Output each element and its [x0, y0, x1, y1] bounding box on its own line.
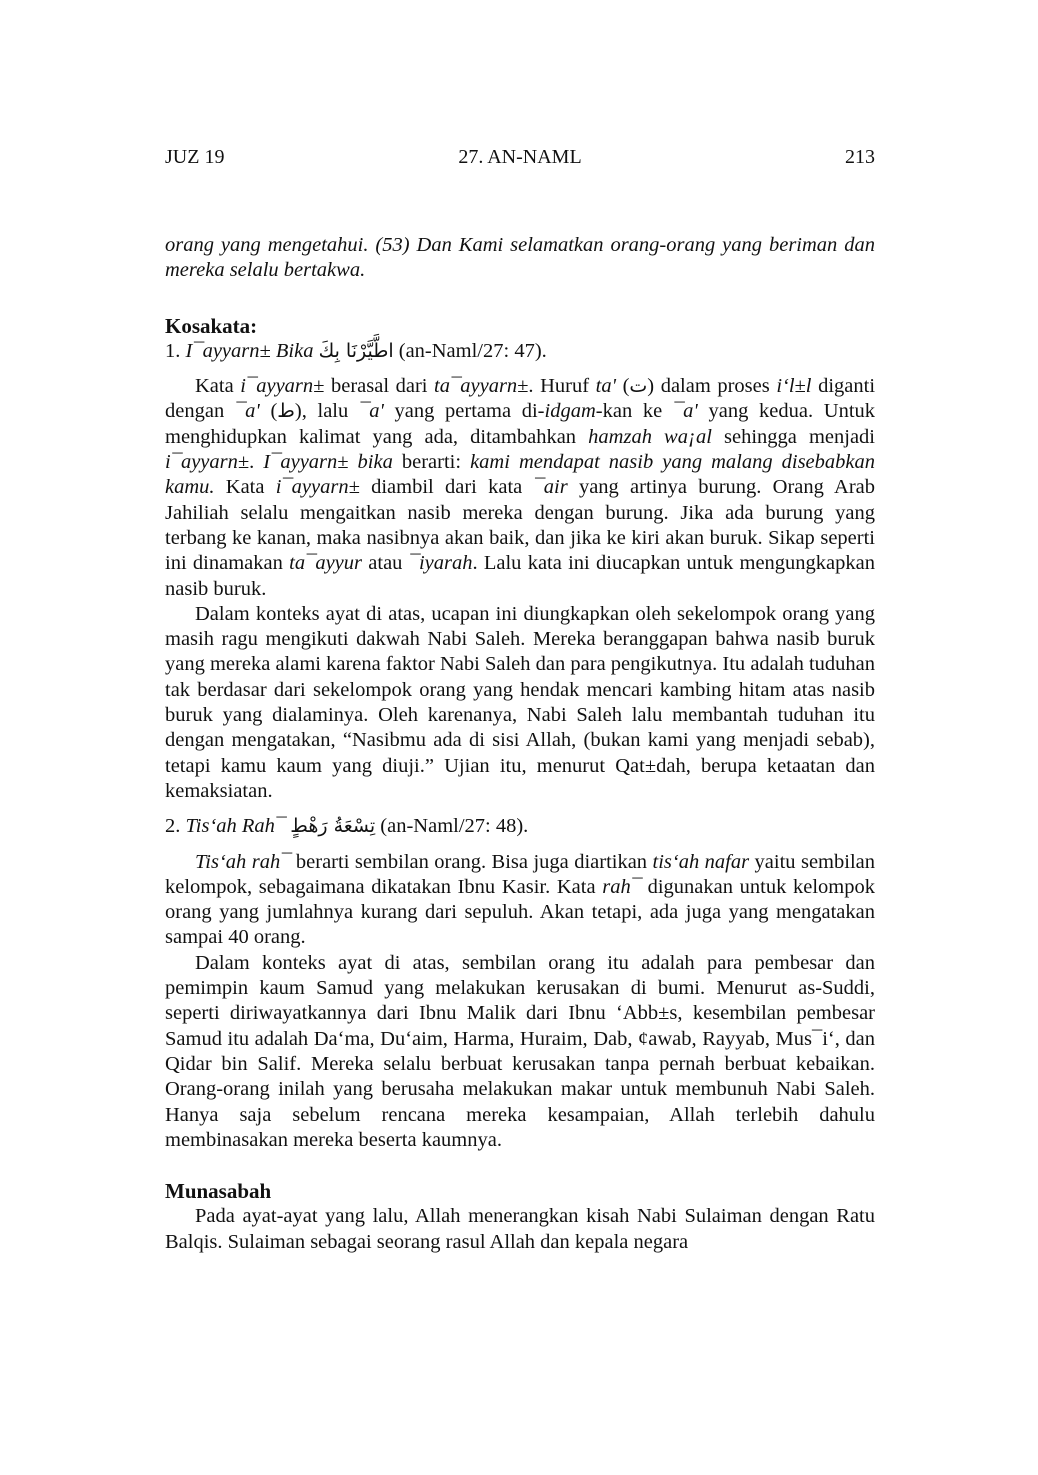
arabic-term: اطَّيَّرْنَا بِكَ [318, 339, 394, 362]
vocab-item-2-paragraph-2: Dalam konteks ayat di atas, sembilan orang itu adalah para pembesar dan pemimpin kaum Samud yang melakukan kerusakan di bumi. Menurut as-Suddi, seperti diriwayatkannya dari Ibnu Malik dari Ibnu ‘Abb±s, kesembilan pembesar Samud itu adalah Da‘ma, Du‘aim, Harma, Huraim, Dab, ¢awab, Rayyab, Mus¯i‘, dan Qidar bin Salif. Mereka selalu berbuat kerusakan tanpa pernah berbuat kebaikan. Orang-orang inilah yang berusaha melakukan makar untuk membunuh Nabi Saleh. Hanya saja sebelum rencana mereka kesampaian, Allah terlebih dahulu membinasakan mereka beserta kaumnya. [165, 951, 875, 1151]
juz-label: JUZ 19 [165, 146, 225, 168]
munasabah-heading: Munasabah [165, 1179, 272, 1204]
vocab-item-2-paragraph-1: Tis‘ah rah¯ berarti sembilan orang. Bisa juga diartikan tis‘ah nafar yaitu sembilan kelompok, sebagaimana dikatakan Ibnu Kasir. Kata rah¯ digunakan untuk kelompok orang yang jumlahnya kurang dari sepuluh. Akan tetapi, ada juga yang mengatakan sampai 40 orang. [165, 850, 875, 949]
vocab-item-number: 2. [165, 815, 181, 838]
vocab-term: I¯ayyarn± Bika [185, 339, 314, 362]
vocab-item-1-paragraph-2: Dalam konteks ayat di atas, ucapan ini diungkapkan oleh sekelompok orang yang masih ragu mengikuti dakwah Nabi Saleh. Mereka beranggapan bahwa nasib buruk yang mereka alami karena faktor Nabi Saleh dan para pengikutnya. Itu adalah tuduhan tak berdasar dari sekelompok orang yang hendak mencari kambing hitam atas nasib buruk yang dialaminya. Oleh karenanya, Nabi Saleh lalu membantah tuduhan itu dengan mengatakan, “Nasibmu ada di sisi Allah, (bukan kami yang menjadi sebab), tetapi kamu kaum yang diuji.” Ujian itu, menurut Qat±dah, berupa ketaatan dan kemaksiatan. [165, 602, 875, 802]
kosakata-heading: Kosakata: [165, 313, 258, 338]
page-number: 213 [845, 146, 875, 168]
arabic-letter: ط [277, 400, 295, 423]
verse-reference: (an-Naml/27: 47). [398, 339, 547, 362]
intro-translation: orang yang mengetahui. (53) Dan Kami selamatkan orang-orang yang beriman dan mereka selalu bertakwa. [165, 234, 875, 282]
surah-title: 27. AN-NAML [458, 146, 582, 168]
munasabah-paragraph: Pada ayat-ayat yang lalu, Allah menerangkan kisah Nabi Sulaiman dengan Ratu Balqis. Sulaiman sebagai seorang rasul Allah dan kepala negara [165, 1205, 875, 1253]
verse-reference: (an-Naml/27: 48). [380, 815, 529, 838]
vocab-item-number: 1. [165, 339, 181, 362]
arabic-term: تِسْعَةُ رَهْطٍ [290, 815, 376, 838]
vocab-item-1-title [165, 339, 875, 364]
vocab-item-1-paragraph-1: Kata i¯ayyarn± berasal dari ta¯ayyarn±. Huruf ta' (ت) dalam proses i‘l±l diganti dengan ¯a' (ط), lalu ¯a' yang pertama di-idgam-kan ke ¯a' yang kedua. Untuk menghidupkan kalimat yang ada, ditambahkan hamzah wa¡al sehingga menjadi i¯ayyarn±. I¯ayyarn± bika berarti: kami mendapat nasib yang malang disebabkan kamu. Kata i¯ayyarn± diambil dari kata ¯air yang artinya burung. Orang Arab Jahiliah selalu mengaitkan nasib mereka dengan burung. Jika ada burung yang terbang ke kanan, maka nasibnya akan baik, dan jika ke kiri akan buruk. Sikap seperti ini dinamakan ta¯ayyur atau ¯iyarah. Lalu kata ini diucapkan untuk mengungkapkan nasib buruk. [165, 375, 876, 600]
vocab-item-2-title [165, 814, 875, 839]
vocab-term: Tis‘ah Rah¯ [185, 815, 286, 838]
page-header [165, 146, 875, 174]
arabic-letter: ت [629, 375, 648, 398]
page-body [165, 233, 875, 1255]
